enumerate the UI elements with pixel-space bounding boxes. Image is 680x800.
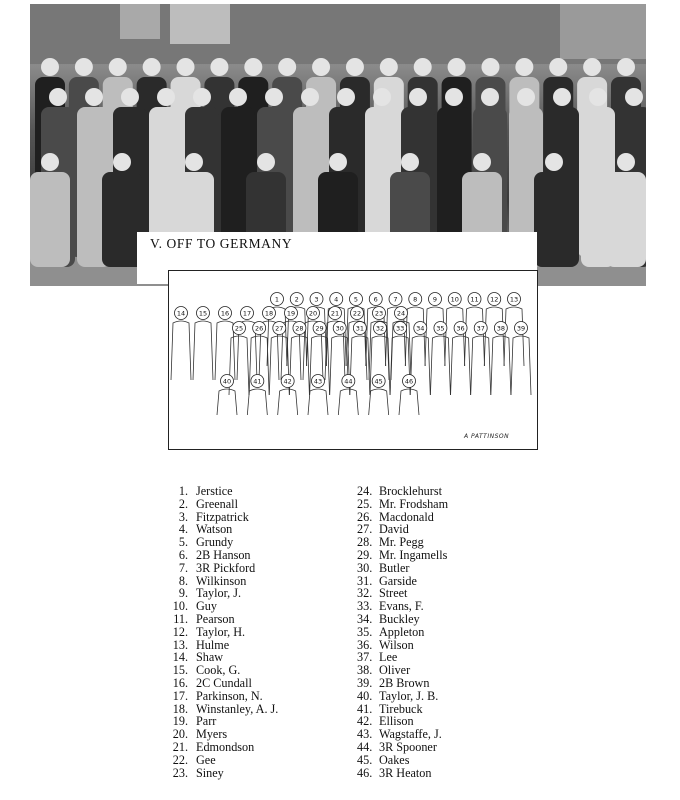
key-number: 8	[413, 295, 418, 304]
name-number: 39.	[357, 675, 373, 690]
name-number: 35.	[357, 624, 373, 639]
name-row	[357, 613, 448, 626]
key-number: 44	[344, 377, 353, 386]
key-number: 39	[516, 324, 526, 333]
person-name: Lee	[379, 650, 398, 665]
key-figure	[491, 322, 511, 396]
name-number: 14.	[172, 650, 188, 665]
person-name: Siney	[196, 765, 224, 780]
key-number: 13	[509, 295, 519, 304]
name-row	[170, 498, 278, 511]
key-number: 21	[330, 309, 340, 318]
person-name: Appleton	[379, 624, 425, 639]
key-number: 36	[456, 324, 465, 333]
key-number: 18	[264, 309, 274, 318]
person-name: Oakes	[379, 752, 410, 767]
key-figure	[247, 375, 267, 416]
person-name: 2B Brown	[379, 675, 430, 690]
person-name: Taylor, H.	[196, 624, 246, 639]
person-name: Butler	[379, 560, 410, 575]
key-figure	[451, 322, 471, 396]
name-number: 21.	[172, 739, 188, 754]
key-figure	[278, 375, 298, 416]
key-figure	[338, 375, 358, 416]
person-name: Jerstice	[196, 484, 233, 498]
window	[560, 4, 646, 59]
key-number: 7	[393, 295, 398, 304]
name-number: 1.	[178, 484, 188, 498]
window	[120, 4, 160, 39]
key-figure	[308, 375, 328, 416]
name-number: 11.	[173, 611, 188, 626]
person-name: Brocklehurst	[379, 484, 442, 498]
name-number: 7.	[178, 560, 188, 575]
name-number: 44.	[357, 739, 373, 754]
person-name: 3R Heaton	[379, 765, 432, 780]
name-number: 17.	[172, 688, 188, 703]
name-number: 22.	[172, 752, 188, 767]
person-name: Winstanley, A. J.	[196, 701, 279, 716]
key-figure	[471, 322, 491, 396]
key-number: 31	[355, 324, 364, 333]
name-number: 41.	[357, 701, 373, 716]
name-number: 33.	[357, 599, 373, 614]
person-name: Garside	[379, 573, 417, 588]
person-name: Oliver	[379, 663, 411, 678]
name-number: 38.	[357, 663, 373, 678]
name-number: 24.	[357, 484, 373, 498]
person-name: Street	[379, 586, 408, 601]
name-number: 3.	[178, 509, 188, 524]
person-name: Shaw	[196, 650, 224, 665]
key-number: 42	[283, 377, 292, 386]
person-name: Wagstaffe, J.	[379, 727, 442, 742]
name-number: 45.	[357, 752, 373, 767]
name-row	[357, 626, 448, 639]
person-name: 3R Spooner	[379, 739, 437, 754]
key-number: 9	[432, 295, 438, 304]
name-number: 12.	[172, 624, 188, 639]
person-name: Tirebuck	[379, 701, 423, 716]
key-number: 22	[352, 309, 362, 318]
name-number: 31.	[357, 573, 373, 588]
name-row	[170, 677, 278, 690]
names-column-left	[170, 485, 278, 779]
person-name: 2B Hanson	[196, 547, 251, 562]
person-name: Parkinson, N.	[196, 688, 263, 703]
person-name: Guy	[196, 599, 217, 614]
key-figure	[171, 307, 191, 381]
name-number: 23.	[172, 765, 188, 780]
key-number: 12	[490, 295, 499, 304]
name-number: 40.	[357, 688, 373, 703]
name-number: 36.	[357, 637, 373, 652]
name-number: 37.	[357, 650, 373, 665]
key-number: 25	[234, 324, 244, 333]
key-number: 4	[334, 295, 339, 304]
name-number: 18.	[172, 701, 188, 716]
name-number: 19.	[172, 714, 188, 729]
name-number: 30.	[357, 560, 373, 575]
key-number: 6	[373, 295, 378, 304]
person-name: Mr. Frodsham	[379, 496, 449, 511]
key-number: 3	[314, 295, 319, 304]
person-name: Cook, G.	[196, 663, 241, 678]
person-name: Mr. Ingamells	[379, 547, 448, 562]
key-figure	[369, 375, 389, 416]
person-name: Parr	[196, 714, 217, 729]
key-number: 10	[450, 295, 459, 304]
person-name: 2C Cundall	[196, 675, 252, 690]
name-number: 25.	[357, 496, 373, 511]
key-number: 33	[396, 324, 405, 333]
name-number: 28.	[357, 535, 373, 550]
person-name: Wilkinson	[196, 573, 247, 588]
name-number: 15.	[172, 663, 188, 678]
name-row	[170, 562, 278, 575]
person-name: Evans, F.	[379, 599, 424, 614]
name-row	[170, 690, 278, 703]
key-number: 26	[255, 324, 264, 333]
key-figure	[259, 307, 279, 381]
figure-key-sketch	[168, 270, 538, 450]
name-row	[357, 690, 448, 703]
key-number: 45	[374, 377, 383, 386]
name-row	[170, 485, 278, 498]
person-name: Fitzpatrick	[196, 509, 249, 524]
name-number: 5.	[178, 535, 188, 550]
name-number: 16.	[172, 675, 188, 690]
name-row	[357, 485, 448, 498]
name-number: 2.	[178, 496, 188, 511]
name-number: 6.	[178, 547, 188, 562]
key-number: 34	[416, 324, 425, 333]
person-name: Ellison	[379, 714, 414, 729]
name-number: 34.	[357, 611, 373, 626]
key-figure	[193, 307, 213, 381]
key-number: 40	[222, 377, 232, 386]
person-name: Myers	[196, 727, 228, 742]
name-row	[357, 562, 448, 575]
person-name: David	[379, 522, 409, 537]
name-number: 10.	[172, 599, 188, 614]
name-row	[170, 549, 278, 562]
key-number: 20	[308, 309, 318, 318]
key-number: 16	[220, 309, 230, 318]
person-name: Watson	[196, 522, 233, 537]
person-name: Grundy	[196, 535, 234, 550]
name-row	[357, 498, 448, 511]
key-figure	[430, 322, 450, 396]
person-name: 3R Pickford	[196, 560, 256, 575]
key-number: 28	[295, 324, 304, 333]
caption: V. OFF TO GERMANY	[150, 236, 293, 251]
key-number: 32	[375, 324, 385, 333]
window	[170, 4, 230, 44]
name-number: 27.	[357, 522, 373, 537]
person-name: Taylor, J. B.	[379, 688, 439, 703]
key-number: 1	[274, 295, 280, 304]
name-row	[357, 677, 448, 690]
key-number: 11	[470, 295, 479, 304]
key-number: 19	[286, 309, 296, 318]
names-column-right	[357, 485, 448, 779]
key-number: 14	[176, 309, 186, 318]
name-number: 4.	[178, 522, 188, 537]
name-number: 20.	[172, 727, 188, 742]
name-number: 13.	[172, 637, 188, 652]
key-figure	[217, 375, 237, 416]
key-figure	[215, 307, 235, 381]
name-number: 32.	[357, 586, 373, 601]
person-name: Greenall	[196, 496, 238, 511]
name-number: 43.	[357, 727, 373, 742]
key-number: 38	[496, 324, 505, 333]
name-row	[357, 754, 448, 767]
name-row	[170, 741, 278, 754]
artist-signature: A PATTINSON	[464, 433, 510, 440]
name-row	[357, 767, 448, 780]
key-number: 41	[253, 377, 262, 386]
key-number: 2	[294, 295, 299, 304]
key-number: 5	[353, 295, 359, 304]
name-row	[357, 549, 448, 562]
key-number: 17	[242, 309, 252, 318]
key-number: 43	[313, 377, 323, 386]
name-row	[170, 613, 278, 626]
key-number: 15	[198, 309, 208, 318]
name-row	[357, 741, 448, 754]
key-number: 37	[476, 324, 485, 333]
person-name: Pearson	[196, 611, 235, 626]
person-name: Hulme	[196, 637, 230, 652]
name-row	[170, 767, 278, 780]
name-row	[170, 626, 278, 639]
key-number: 46	[404, 377, 414, 386]
person-name: Wilson	[379, 637, 414, 652]
person-name: Macdonald	[379, 509, 434, 524]
key-number: 35	[436, 324, 445, 333]
key-figure	[399, 375, 419, 416]
name-number: 46.	[357, 765, 373, 780]
key-drawing	[169, 271, 537, 449]
key-number: 27	[275, 324, 284, 333]
key-figure	[511, 322, 531, 396]
person-name: Mr. Pegg	[379, 535, 424, 550]
key-number: 29	[315, 324, 324, 333]
name-number: 42.	[357, 714, 373, 729]
person-name: Gee	[196, 752, 216, 767]
name-number: 26.	[357, 509, 373, 524]
key-number: 30	[335, 324, 344, 333]
key-number: 24	[396, 309, 406, 318]
person-name: Buckley	[379, 611, 420, 626]
person-name: Edmondson	[196, 739, 255, 754]
name-number: 8.	[178, 573, 188, 588]
name-number: 29.	[357, 547, 373, 562]
name-row	[170, 754, 278, 767]
name-number: 9.	[178, 586, 188, 601]
person-name: Taylor, J.	[196, 586, 242, 601]
key-number: 23	[374, 309, 384, 318]
